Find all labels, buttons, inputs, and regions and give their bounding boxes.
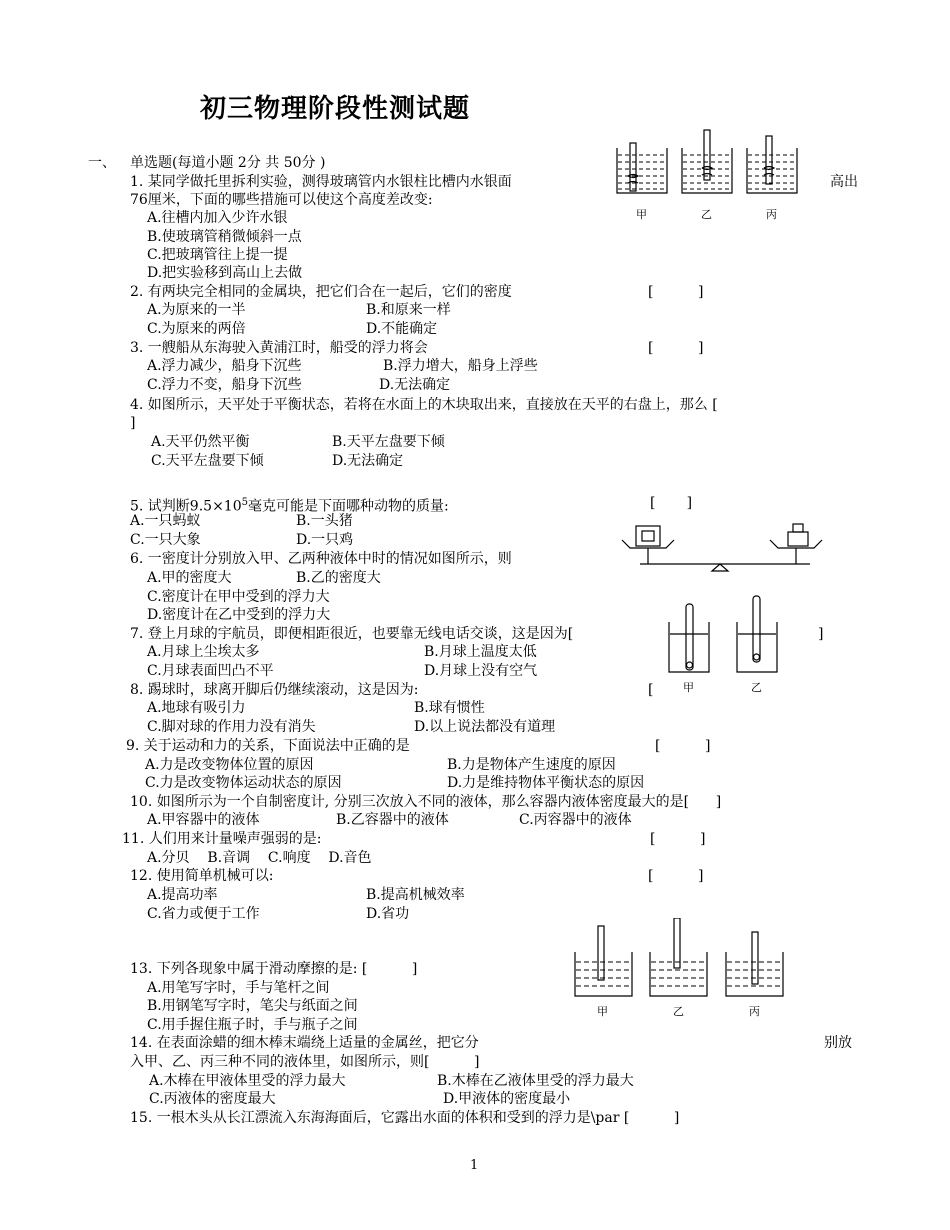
fig1-label-jia: 甲	[636, 208, 647, 221]
q4-option-a: A.天平仍然平衡	[151, 434, 250, 450]
q1-option-b: B.使玻璃管稍微倾斜一点	[147, 229, 302, 245]
q9-option-c: C.力是改变物体运动状态的原因	[145, 775, 342, 791]
q1-option-c: C.把玻璃管往上提一提	[147, 247, 288, 263]
q9-option-d: D.力是维持物体平衡状态的原因	[447, 775, 645, 791]
page-number: 1	[470, 1158, 479, 1173]
q3-option-a: A.浮力减少，船身下沉些	[147, 358, 302, 374]
fig4-label-jia: 甲	[597, 1005, 608, 1018]
q1-stem-tail: 高出	[830, 174, 858, 190]
q14-stem-tail: 别放	[824, 1035, 852, 1051]
q6-option-c: C.密度计在甲中受到的浮力大	[147, 589, 330, 605]
q3-bracket: [ ]	[648, 340, 704, 356]
q7-option-d: D.月球上没有空气	[424, 663, 538, 679]
q3-option-c: C.浮力不变，船身下沉些	[147, 377, 302, 393]
fig3-label-yi: 乙	[751, 681, 762, 694]
q3-option-d: D.无法确定	[379, 377, 451, 393]
q8-option-a: A.地球有吸引力	[147, 700, 246, 716]
q12-option-c: C.省力或便于工作	[147, 906, 260, 922]
q5-stem-pre: 5. 试判断9.5×10	[130, 498, 242, 515]
fig1-label-yi: 乙	[701, 208, 712, 221]
q12-option-d: D.省功	[366, 906, 410, 922]
q13-option-a: A.用笔写字时，手与笔杆之间	[147, 980, 330, 996]
q7-stem: 7. 登上月球的宇航员，即便相距很近，也要靠无线电话交谈，这是因为[	[130, 626, 574, 642]
q14-option-a: A.木棒在甲液体里受的浮力最大	[149, 1073, 346, 1089]
q10-stem: 10. 如图所示为一个自制密度计, 分别三次放入不同的液体，那么容器内液体密度最大的是[ ]	[130, 794, 722, 810]
q4-stem-2: ]	[130, 415, 136, 431]
q2-option-a: A.为原来的一半	[147, 302, 246, 318]
q13-option-b: B.用钢笔写字时，笔尖与纸面之间	[147, 998, 358, 1014]
q5-stem-post: 毫克可能是下面哪种动物的质量:	[248, 498, 449, 515]
page-title: 初三物理阶段性测试题	[200, 94, 471, 124]
q14-option-d: D.甲液体的密度最小	[443, 1091, 571, 1107]
q8-option-c: C.脚对球的作用力没有消失	[147, 719, 316, 735]
figure-beakers-3	[570, 918, 792, 1023]
q10-option-c: C.丙容器中的液体	[519, 812, 632, 828]
q7-option-c: C.月球表面凹凸不平	[147, 663, 274, 679]
q15-stem: 15. 一根木头从长江漂流入东海海面后，它露出水面的体积和受到的浮力是\par [ ]	[130, 1110, 680, 1126]
q1-option-a: A.往槽内加入少许水银	[147, 210, 288, 226]
q3-stem: 3. 一艘船从东海驶入黄浦江时，船受的浮力将会	[130, 340, 428, 356]
q9-option-b: B.力是物体产生速度的原因	[447, 757, 616, 773]
q6-stem: 6. 一密度计分别放入甲、乙两种液体中时的情况如图所示，则	[130, 551, 512, 567]
q10-option-a: A.甲容器中的液体	[147, 812, 260, 828]
fig3-label-jia: 甲	[683, 681, 694, 694]
q2-stem: 2. 有两块完全相同的金属块，把它们合在一起后，它们的密度	[130, 284, 512, 300]
q2-option-c: C.为原来的两倍	[147, 321, 246, 337]
q2-bracket: [ ]	[648, 284, 704, 300]
q12-option-a: A.提高功率	[147, 887, 218, 903]
q11-bracket: [ ]	[650, 831, 706, 847]
fig4-label-yi: 乙	[673, 1005, 684, 1018]
q2-option-b: B.和原来一样	[366, 302, 451, 318]
q14-stem-2: 入甲、乙、丙三种不同的液体里，如图所示，则[ ]	[130, 1054, 480, 1070]
q5-option-a: A.一只蚂蚁	[130, 513, 201, 529]
fig1-label-bing: 丙	[766, 208, 777, 221]
q8-option-b: B.球有惯性	[414, 700, 485, 716]
q12-stem: 12. 使用简单机械可以:	[130, 868, 274, 884]
q5-bracket: [ ]	[650, 495, 693, 511]
q4-option-d: D.无法确定	[332, 453, 404, 469]
q9-stem: 9. 关于运动和力的关系，下面说法中正确的是	[126, 738, 410, 754]
q6-option-d: D.密度计在乙中受到的浮力大	[147, 607, 331, 623]
q14-option-c: C.丙液体的密度最大	[149, 1091, 276, 1107]
q1-stem: 1. 某同学做托里拆利实验，测得玻璃管内水银柱比槽内水银面	[130, 174, 512, 190]
q8-option-d: D.以上说法都没有道理	[414, 719, 556, 735]
q12-option-b: B.提高机械效率	[366, 887, 465, 903]
q9-bracket: [ ]	[655, 738, 711, 754]
q11-options: A.分贝 B.音调 C.响度 D.音色	[147, 850, 372, 866]
q2-option-d: D.不能确定	[366, 321, 438, 337]
q9-option-a: A.力是改变物体位置的原因	[145, 757, 314, 773]
section-number: 一、	[88, 155, 116, 171]
q12-bracket: [ ]	[648, 868, 704, 884]
q1-option-d: D.把实验移到高山上去做	[147, 265, 303, 281]
q5-option-b: B.一头猪	[296, 513, 353, 529]
q6-option-b: B.乙的密度大	[296, 570, 381, 586]
q5-option-d: D.一只鸡	[296, 532, 354, 548]
q8-bracket: [	[648, 682, 654, 698]
figure-balance	[620, 518, 832, 578]
q4-stem: 4. 如图所示，天平处于平衡状态，若将在水面上的木块取出来，直接放在天平的右盘上，那么 [	[130, 397, 718, 413]
q10-option-b: B.乙容器中的液体	[336, 812, 449, 828]
q8-stem: 8. 踢球时，球离开脚后仍继续滚动，这是因为:	[130, 682, 419, 698]
q1-stem-2: 76厘米，下面的哪些措施可以使这个高度差改变:	[130, 192, 433, 208]
q13-stem: 13. 下列各现象中属于滑动摩擦的是: [ ]	[130, 961, 418, 977]
q5-option-c: C.一只大象	[130, 532, 201, 548]
q14-stem: 14. 在表面涂蜡的细木棒末端绕上适量的金属丝，把它分	[130, 1035, 479, 1051]
q7-bracket: ]	[818, 626, 824, 642]
q4-option-c: C.天平左盘要下倾	[151, 453, 264, 469]
q3-option-b: B.浮力增大，船身上浮些	[383, 358, 538, 374]
q5-exponent: 5	[241, 497, 248, 508]
fig4-label-bing: 丙	[749, 1005, 760, 1018]
q6-option-a: A.甲的密度大	[147, 570, 232, 586]
q14-option-b: B.木棒在乙液体里受的浮力最大	[437, 1073, 634, 1089]
figure-beakers-1	[612, 128, 802, 228]
figure-beakers-2	[664, 592, 784, 697]
section-heading: 单选题(每道小题 2分 共 50分 )	[130, 155, 326, 171]
q13-option-c: C.用手握住瓶子时，手与瓶子之间	[147, 1017, 358, 1033]
q4-option-b: B.天平左盘要下倾	[332, 434, 445, 450]
q7-option-b: B.月球上温度太低	[424, 644, 537, 660]
q11-stem: 11. 人们用来计量噪声强弱的是:	[122, 831, 322, 847]
q7-option-a: A.月球上尘埃太多	[147, 644, 260, 660]
